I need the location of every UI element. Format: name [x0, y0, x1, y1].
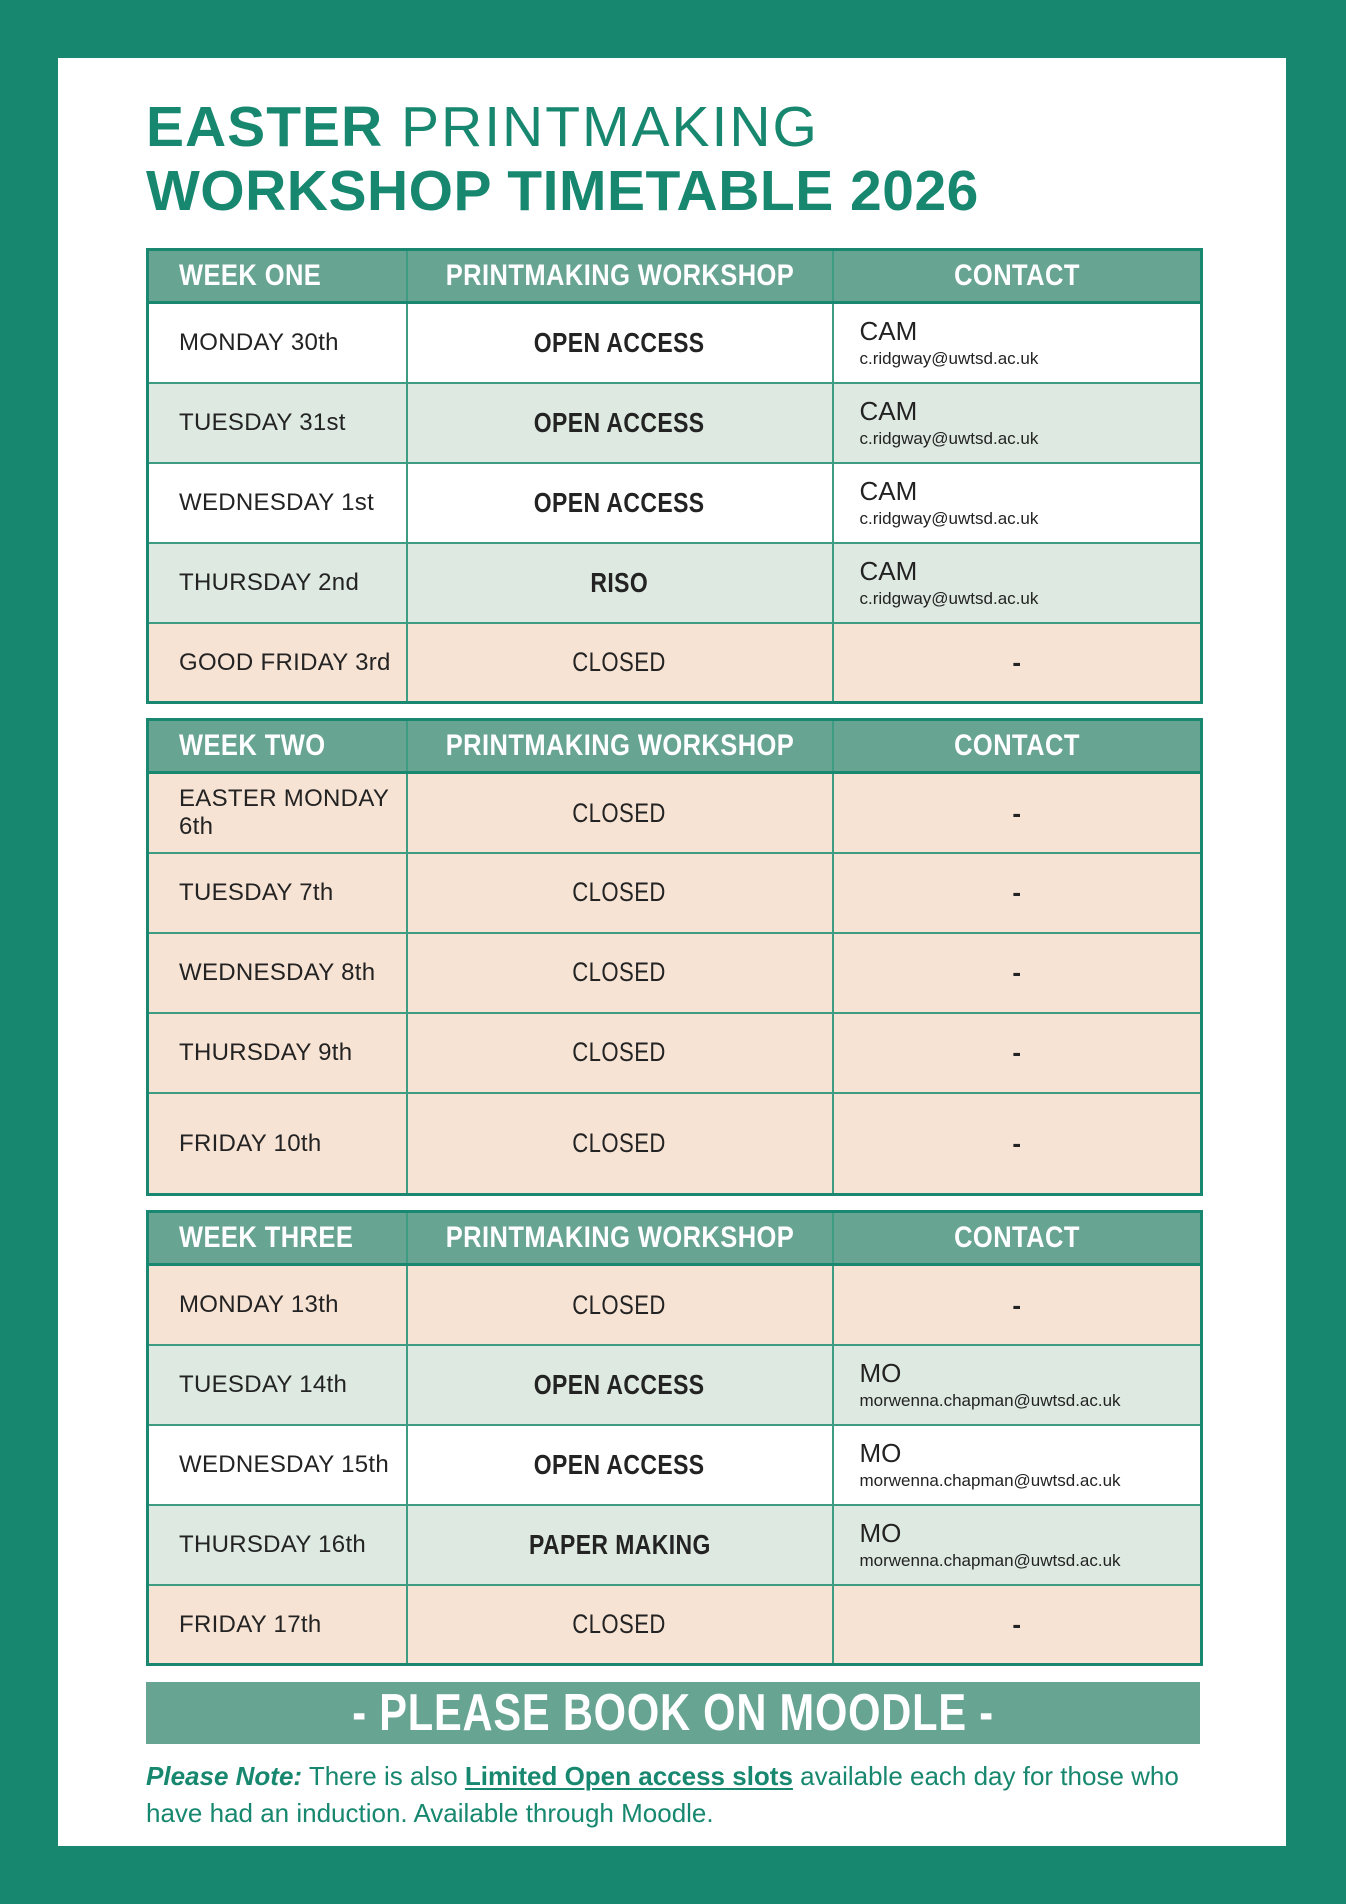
contact-name: MO	[859, 1437, 902, 1468]
contact-cell: -	[833, 623, 1202, 703]
workshop-header: PRINTMAKING WORKSHOP	[407, 720, 833, 773]
table-row	[148, 1093, 1202, 1195]
workshop-cell: RISO	[407, 543, 833, 623]
day-cell: MONDAY 13th	[148, 1265, 407, 1345]
title-printmaking: PRINTMAKING	[383, 95, 819, 159]
table-row	[148, 1345, 1202, 1425]
table-row	[148, 623, 1202, 703]
day-cell: MONDAY 30th	[148, 303, 407, 383]
workshop-cell: CLOSED	[407, 933, 833, 1013]
title-easter: EASTER	[146, 95, 384, 159]
contact-cell	[833, 1425, 1202, 1505]
contact-cell: -	[833, 1013, 1202, 1093]
workshop-cell: CLOSED	[407, 853, 833, 933]
day-cell: FRIDAY 10th	[148, 1093, 407, 1195]
contact-cell: -	[833, 1265, 1202, 1345]
contact-email: c.ridgway@uwtsd.ac.uk	[859, 349, 1039, 369]
day-cell: WEDNESDAY 8th	[148, 933, 407, 1013]
day-cell: THURSDAY 16th	[148, 1505, 407, 1585]
note-segment-2: available each day for those who have had an induction. Available through Moodle.	[146, 1761, 1179, 1828]
title-line-2: WORKSHOP TIMETABLE 2026	[146, 159, 979, 224]
header-row	[148, 250, 1202, 303]
workshop-cell: OPEN ACCESS	[407, 1345, 833, 1425]
contact-email: c.ridgway@uwtsd.ac.uk	[859, 428, 1039, 448]
workshop-cell: OPEN ACCESS	[407, 303, 833, 383]
contact-header: CONTACT	[833, 720, 1202, 773]
day-cell: FRIDAY 17th	[148, 1585, 407, 1665]
day-cell: EASTER MONDAY 6th	[148, 773, 407, 853]
table-row	[148, 1585, 1202, 1665]
contact-cell: -	[833, 933, 1202, 1013]
week-label: WEEK THREE	[179, 1221, 354, 1255]
contact-name: MO	[859, 1357, 902, 1388]
contact-cell: -	[833, 853, 1202, 933]
header-row	[148, 720, 1202, 773]
workshop-cell: OPEN ACCESS	[407, 383, 833, 463]
table-row	[148, 383, 1202, 463]
contact-email: morwenna.chapman@uwtsd.ac.uk	[859, 1550, 1121, 1570]
contact-cell: -	[833, 1585, 1202, 1665]
contact-name: CAM	[859, 555, 918, 586]
contact-cell: -	[833, 1093, 1202, 1195]
workshop-cell: CLOSED	[407, 1585, 833, 1665]
workshop-cell: CLOSED	[407, 1265, 833, 1345]
table-row	[148, 773, 1202, 853]
table-row	[148, 1505, 1202, 1585]
workshop-header: PRINTMAKING WORKSHOP	[407, 250, 833, 303]
table-row	[148, 933, 1202, 1013]
note-segment-1: There is also	[302, 1761, 465, 1792]
day-cell: TUESDAY 31st	[148, 383, 407, 463]
table-row	[148, 853, 1202, 933]
table-row	[148, 1013, 1202, 1093]
workshop-cell: CLOSED	[407, 773, 833, 853]
day-cell: TUESDAY 7th	[148, 853, 407, 933]
contact-header: CONTACT	[833, 1212, 1202, 1265]
week-label: WEEK TWO	[179, 729, 326, 763]
contact-cell	[833, 543, 1202, 623]
workshop-header: PRINTMAKING WORKSHOP	[407, 1212, 833, 1265]
day-cell: WEDNESDAY 15th	[148, 1425, 407, 1505]
note-underlined-text: Limited Open access slots	[464, 1761, 793, 1792]
footer-note	[146, 1758, 1200, 1831]
workshop-cell: CLOSED	[407, 1093, 833, 1195]
timetable-week-one	[146, 248, 1203, 704]
contact-name: CAM	[859, 395, 918, 426]
page-title	[146, 95, 1200, 224]
workshop-cell: CLOSED	[407, 623, 833, 703]
day-cell: THURSDAY 9th	[148, 1013, 407, 1093]
moodle-banner	[146, 1682, 1200, 1744]
workshop-cell: PAPER MAKING	[407, 1505, 833, 1585]
title-line-1	[146, 95, 1200, 159]
week-label-header	[148, 250, 407, 303]
week-label: WEEK ONE	[179, 259, 322, 293]
workshop-cell: CLOSED	[407, 1013, 833, 1093]
timetable-week-two	[146, 718, 1203, 1196]
week-label-header	[148, 720, 407, 773]
table-row	[148, 303, 1202, 383]
note-prefix: Please Note:	[146, 1761, 303, 1792]
contact-cell	[833, 1345, 1202, 1425]
contact-email: morwenna.chapman@uwtsd.ac.uk	[859, 1390, 1121, 1410]
header-row	[148, 1212, 1202, 1265]
table-row	[148, 463, 1202, 543]
contact-cell	[833, 383, 1202, 463]
day-cell: THURSDAY 2nd	[148, 543, 407, 623]
table-row	[148, 1425, 1202, 1505]
moodle-banner-label: - PLEASE BOOK ON MOODLE -	[352, 1684, 994, 1743]
day-cell: TUESDAY 14th	[148, 1345, 407, 1425]
workshop-cell: OPEN ACCESS	[407, 1425, 833, 1505]
contact-name: MO	[859, 1517, 902, 1548]
contact-email: c.ridgway@uwtsd.ac.uk	[859, 508, 1039, 528]
contact-cell	[833, 1505, 1202, 1585]
workshop-cell: OPEN ACCESS	[407, 463, 833, 543]
day-cell: GOOD FRIDAY 3rd	[148, 623, 407, 703]
contact-cell: -	[833, 773, 1202, 853]
contact-cell	[833, 303, 1202, 383]
week-label-header	[148, 1212, 407, 1265]
timetable-week-three	[146, 1210, 1203, 1666]
contact-cell	[833, 463, 1202, 543]
table-row	[148, 543, 1202, 623]
table-row	[148, 1265, 1202, 1345]
contact-header: CONTACT	[833, 250, 1202, 303]
day-cell: WEDNESDAY 1st	[148, 463, 407, 543]
contact-email: c.ridgway@uwtsd.ac.uk	[859, 588, 1039, 608]
contact-name: CAM	[859, 475, 918, 506]
page	[58, 58, 1286, 1846]
contact-name: CAM	[859, 316, 918, 347]
contact-email: morwenna.chapman@uwtsd.ac.uk	[859, 1470, 1121, 1490]
